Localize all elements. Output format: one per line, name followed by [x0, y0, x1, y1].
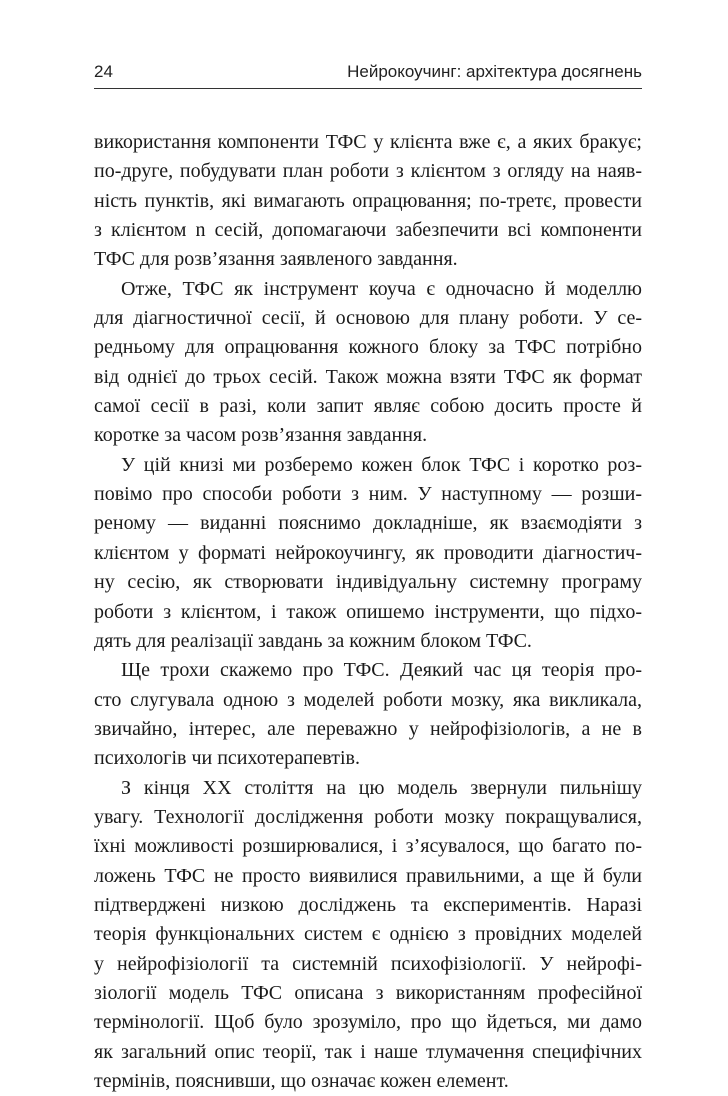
body-text: [94, 128, 642, 1096]
text-line: ність пунктів, які вимагають опрацювання; по-третє, провести: [94, 189, 642, 212]
text-line: у нейрофізіології та системній психофізіології. У нейрофі-: [94, 952, 642, 975]
text-line: З кінця XX століття на цю модель звернули пильнішу: [121, 776, 642, 799]
header-divider: [94, 88, 642, 89]
text-line: реному — виданні пояснимо докладніше, як взаємодіяти з: [94, 512, 642, 535]
text-line: зіології модель ТФС описана з використанням професійної: [94, 981, 642, 1004]
text-line: коротке за часом розв’язання завдання.: [94, 424, 428, 447]
paragraph-4: [94, 656, 642, 773]
text-line: У цій книзі ми розберемо кожен блок ТФС і коротко роз-: [121, 453, 642, 476]
text-line: увагу. Технології дослідження роботи мозку покращувалися,: [94, 805, 642, 828]
text-line: ложень ТФС не просто виявилися правильними, а ще й були: [94, 864, 642, 887]
text-line: дять для реалізації завдань за кожним блоком ТФС.: [94, 629, 532, 652]
paragraph-1: [94, 128, 642, 275]
text-line: редньому для опрацювання кожного блоку за ТФС потрібно: [94, 336, 642, 359]
text-line: самої сесії в разі, коли запит являє собою досить просте й: [94, 395, 642, 418]
paragraph-2: [94, 275, 642, 451]
text-line: психологів чи психотерапевтів.: [94, 747, 360, 770]
text-line: термінів, пояснивши, що означає кожен елемент.: [94, 1070, 509, 1092]
page-number: 24: [94, 62, 113, 81]
text-line: ТФС для розв’язання заявленого завдання.: [94, 248, 458, 271]
paragraph-5: [94, 774, 642, 1096]
text-line: звичайно, інтерес, але переважно у нейрофізіологів, а не в: [94, 717, 642, 740]
text-line: для діагностичної сесії, й основою для плану роботи. У се-: [94, 307, 642, 330]
text-line: від однієї до трьох сесій. Також можна взяти ТФС як формат: [94, 365, 642, 388]
text-line: повімо про способи роботи з ним. У наступному — розши-: [94, 483, 642, 506]
text-line: роботи з клієнтом, і також опишемо інструменти, що підхо-: [94, 600, 642, 623]
text-line: теорія функціональних систем є однією з провідних моделей: [94, 923, 642, 946]
text-line: Отже, ТФС як інструмент коуча є одночасно й моделлю: [121, 277, 642, 300]
text-line: сто слугувала одною з моделей роботи мозку, яка викликала,: [94, 688, 642, 711]
paragraph-3: [94, 451, 642, 656]
running-head: [94, 60, 642, 86]
text-line: Ще трохи скажемо про ТФС. Деякий час ця теорія про-: [121, 659, 642, 682]
text-line: ну сесію, як створювати індивідуальну системну програму: [94, 571, 642, 594]
text-line: їхні можливості розширювалися, і з’ясувалося, що багато по-: [94, 835, 642, 858]
text-line: як загальний опис теорії, так і наше тлумачення специфічних: [94, 1040, 642, 1063]
running-head-title: Нейрокоучинг: архітектура досягнень: [347, 62, 642, 81]
text-line: клієнтом у форматі нейрокоучингу, як проводити діагностич-: [94, 541, 642, 564]
text-line: з клієнтом n сесій, допомагаючи забезпечити всі компоненти: [94, 219, 642, 242]
text-line: термінології. Щоб було зрозуміло, про що йдеться, ми дамо: [94, 1011, 642, 1034]
text-line: по-друге, побудувати план роботи з клієнтом з огляду на наяв-: [94, 160, 642, 183]
text-line: підтверджені низкою досліджень та експериментів. Наразі: [94, 893, 642, 916]
text-line: використання компоненти ТФС у клієнта вже є, а яких бракує;: [94, 131, 642, 153]
